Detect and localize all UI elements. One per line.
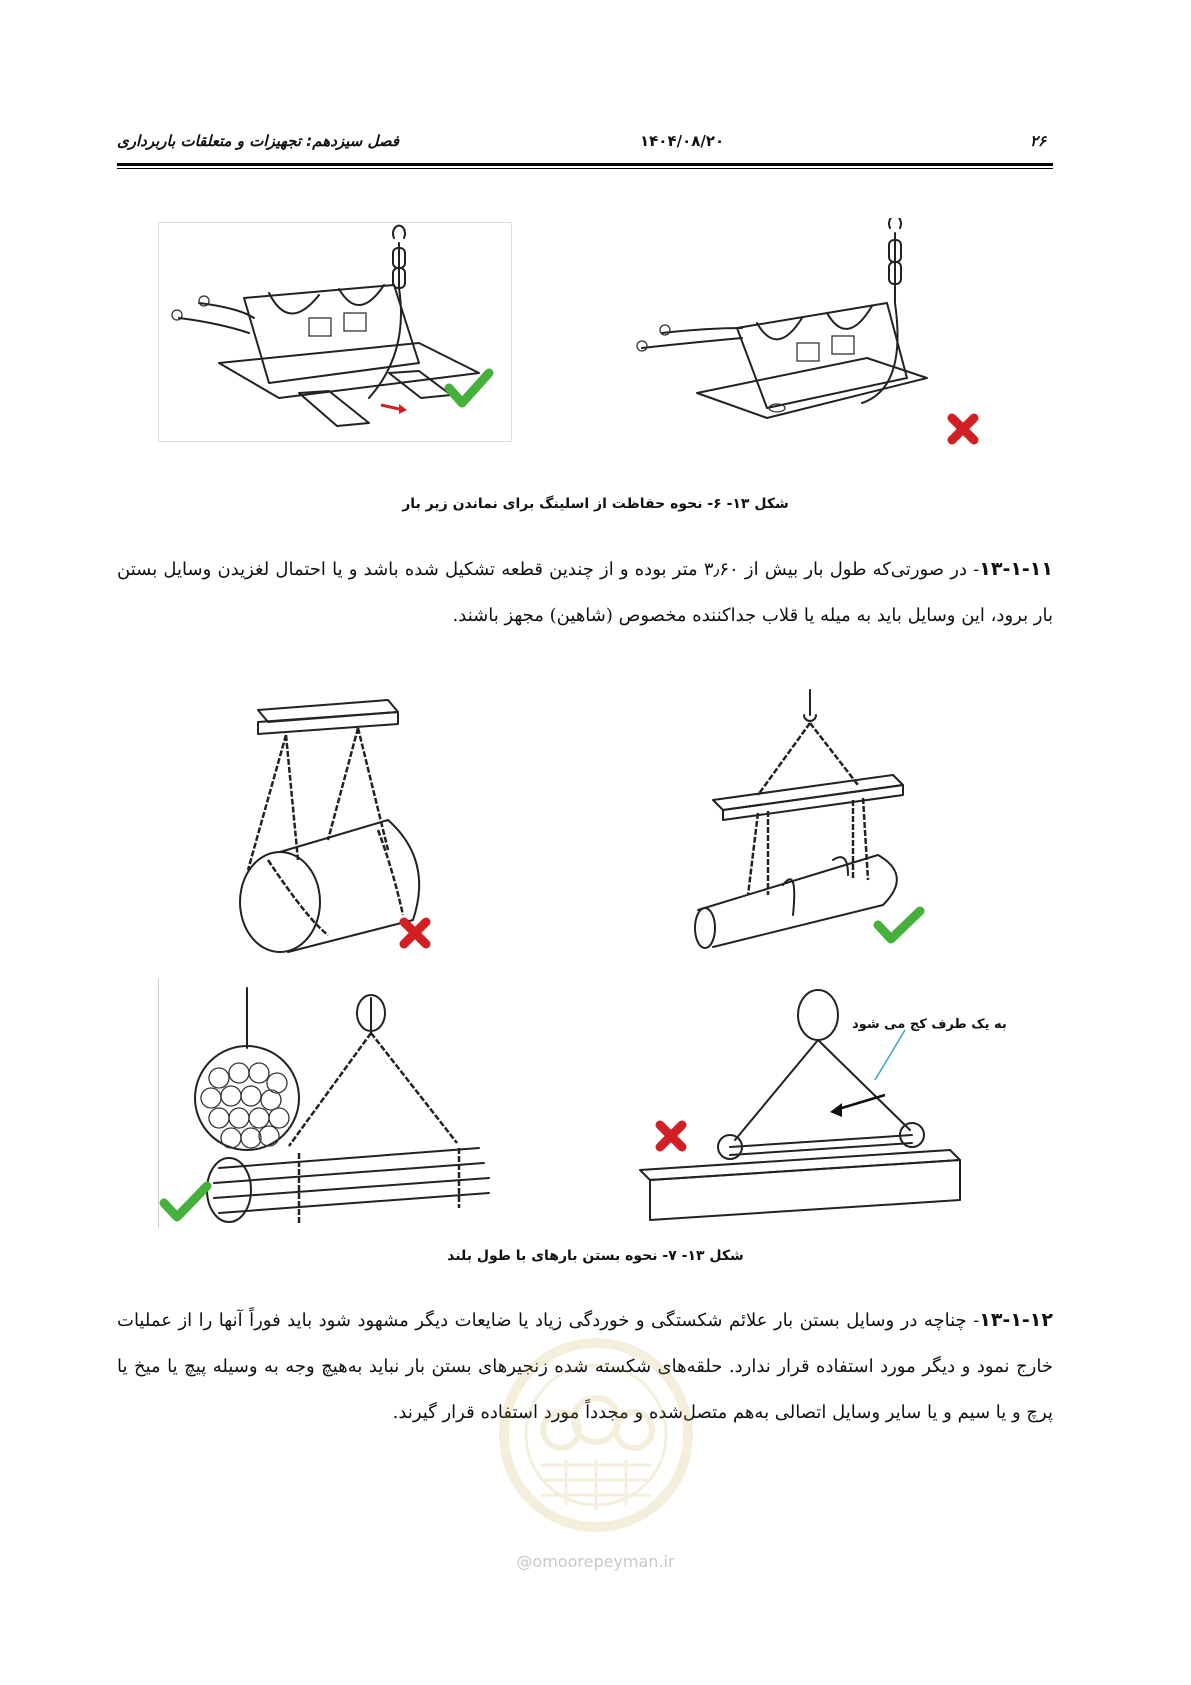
chapter-title: فصل سیزدهم: تجهیزات و متعلقات باربرداری [117,132,400,150]
paragraph-text: - در صورتی‌که طول بار بیش از ۳٫۶۰ متر بوده و از چندین قطعه تشکیل شده باشد و یا احتمال لغزیدن وسایل بستن بار برود، این وسایل باید به میله یا قلاب جداکننده مخصوص (شاهین) مجهز باشند. [117,559,1053,626]
paragraph-13-1-11 [117,546,1053,639]
paragraph-number: ۱۳-۱-۱۲ [979,1309,1053,1331]
paragraph-text: - چناچه در وسایل بستن بار علائم شکستگی و خوردگی زیاد یا ضایعات دیگر مشهود شود باید فوراً آنها را از عملیات خارج نمود و دیگر مورد استفاده قرار ندارد. حلقه‌های شکسته شده زنجیرهای بستن بار نباید به‌هیچ وجه به وسیله پیچ یا میخ یا پرچ و یا سیم و یا سایر وسایل اتصالی به‌هم متصل‌شده و مجدداً مورد استفاده قرار گیرند. [117,1310,1053,1423]
figure-7-tilt-annotation: به یک طرف کج می شود [852,1017,1007,1032]
page-date: ۱۴۰۴/۰۸/۲۰ [640,132,725,150]
figure-7-spreader-correct-illustration [688,685,928,955]
watermark-logo [486,1335,706,1535]
header-rule-thin [117,168,1053,169]
paragraph-number: ۱۳-۱-۱۱ [979,558,1054,580]
figure-7-bundle-correct-illustration [158,978,519,1228]
figure-6-caption: شکل ۱۳- ۶- نحوه حفاظت از اسلینگ برای نماندن زیر بار [402,496,789,512]
page-number: ۲۶ [1030,132,1047,150]
figure-7-caption: شکل ۱۳- ۷- نحوه بستن بارهای با طول بلند [447,1248,744,1264]
watermark-site: @omoorepeyman.ir [516,1552,675,1571]
figure-6-wrong-illustration [627,218,993,455]
header-rule [117,163,1053,166]
figure-6-correct-illustration [158,222,512,442]
figure-7-pipe-wrong-illustration [228,690,448,955]
